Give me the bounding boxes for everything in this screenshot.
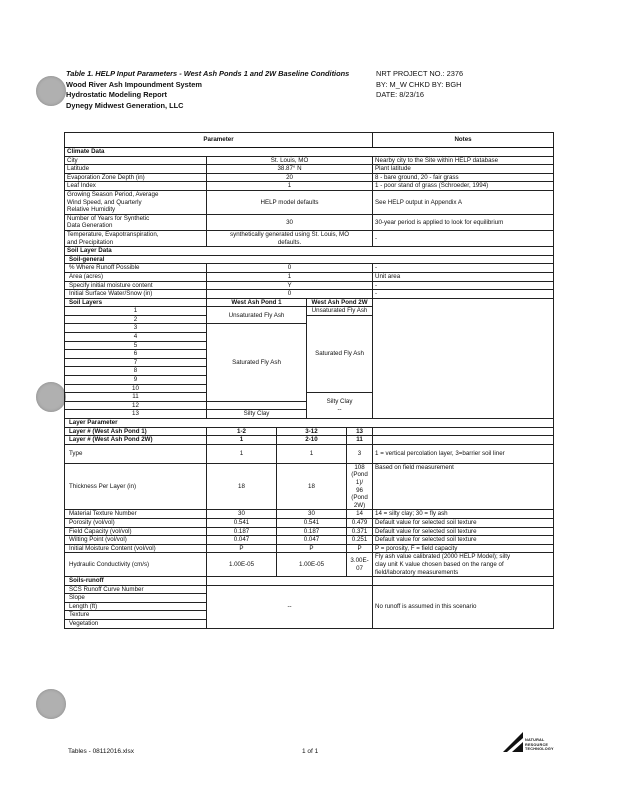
param-value [207,577,373,586]
param-note [373,436,554,445]
param-note: - [373,281,554,290]
pond1-clay: Silty Clay [207,410,307,419]
note-line: Fly ash value calibrated (2000 HELP Model); silty [375,553,511,561]
logo-mark-icon [503,730,525,754]
param-note: - [373,290,554,299]
layer-number: 9 [65,376,207,385]
runoff-label: Texture [65,611,207,620]
value-a: 30 [207,510,277,519]
project-number: NRT PROJECT NO.: 2376 [376,69,464,78]
binder-hole [36,76,66,106]
value-line: defaults. [277,238,302,246]
value-b: P [277,544,347,553]
value-b: 1 [277,444,347,463]
param-value: 38.87° N [207,165,373,174]
pond1-header: West Ash Pond 1 [207,298,307,307]
param-label: Layer # (West Ash Pond 1) [65,427,207,436]
param-value: Y [207,281,373,290]
runoff-label: SCS Runoff Curve Number [65,585,207,594]
value-b: 30 [277,510,347,519]
label-line: Temperature, Evapotranspiration, [67,230,159,238]
param-label: Thickness Per Layer (in) [65,463,207,510]
param-value [207,230,373,246]
pond1-saturated: Saturated Fly Ash [207,324,307,401]
layer-number: 11 [65,393,207,402]
param-label: Porosity (vol/vol) [65,518,207,527]
param-label [65,190,207,214]
param-label: Initial Surface Water/Snow (in) [65,290,207,299]
value-b: 0.187 [277,527,347,536]
layer-number: 12 [65,401,207,410]
param-label [65,230,207,246]
value-a: 0.541 [207,518,277,527]
table-title: Table 1. HELP Input Parameters - West Ash Ponds 1 and 2W Baseline Conditions [66,69,350,78]
param-note: Default value for selected soil texture [373,518,554,527]
logo-line: RESOURCE [525,742,549,747]
notes-header: Notes [373,133,554,148]
value-c: 0.371 [347,527,373,536]
layers-notes [373,298,554,418]
header-line: Hydrostatic Modeling Report [66,90,168,99]
runoff-note: No runoff is assumed in this scenario [373,585,554,628]
binder-hole [36,382,66,412]
param-label: Hydraulic Conductivity (cm/s) [65,553,207,577]
param-note: Plant latitude [373,165,554,174]
clay-label: Silty Clay [326,398,353,406]
param-value: 0 [207,290,373,299]
value-b: 3-12 [277,427,347,436]
value-b: 1.00E-05 [277,553,347,577]
param-label: % Where Runoff Possible [65,264,207,273]
param-value: 30 [207,214,373,230]
section-runoff: Soils-runoff [65,577,207,586]
value-c: 13 [347,427,373,436]
help-input-table [64,132,554,629]
param-note: Default value for selected soil texture [373,527,554,536]
value-c: 11 [347,436,373,445]
binder-hole [36,689,66,719]
section-climate: Climate Data [65,148,554,157]
date: DATE: 8/23/16 [376,90,424,99]
label-line: Wind Speed, and Quarterly [67,198,142,206]
param-value: 20 [207,173,373,182]
param-note: Nearby city to the Site within HELP database [373,156,554,165]
value-a: 18 [207,463,277,510]
param-note: Based on field measurement [373,463,554,510]
param-value: HELP model defaults [207,190,373,214]
param-label: Initial Moisture Content (vol/vol) [65,544,207,553]
layer-number: 8 [65,367,207,376]
header-line: Wood River Ash Impoundment System [66,79,202,89]
param-label: Area (acres) [65,272,207,281]
value-a: 1-2 [207,427,277,436]
label-line: Growing Season Period, Average [67,190,159,198]
layer-number: 1 [65,307,207,316]
param-value: 1 [207,182,373,191]
param-label: City [65,156,207,165]
value-c: 3.00E-07 [347,553,373,577]
param-label: Evaporation Zone Depth (in) [65,173,207,182]
note-line: clay unit K value chosen based on the range of [375,560,504,568]
param-note: - [373,230,554,246]
value-a: 1.00E-05 [207,553,277,577]
param-label: Leaf Index [65,182,207,191]
pond2w-header: West Ash Pond 2W [307,298,373,307]
soil-layers-label: Soil Layers [65,298,207,307]
layer-number: 13 [65,410,207,419]
value-line: synthetically generated using St. Louis, MO [230,230,350,238]
layer-number: 4 [65,333,207,342]
value-a: 1 [207,436,277,445]
layer-number: 5 [65,341,207,350]
param-value: 1 [207,272,373,281]
value-c: 14 [347,510,373,519]
param-label: Material Texture Number [65,510,207,519]
pond2w-unsaturated: Unsaturated Fly Ash [307,307,373,316]
runoff-label: Slope [65,594,207,603]
param-label: Layer # (West Ash Pond 2W) [65,436,207,445]
param-note: 30-year period is applied to look for equilibrium [373,214,554,230]
document-header [66,69,349,111]
param-note: See HELP output in Appendix A [373,190,554,214]
param-note: Default value for selected soil texture [373,536,554,545]
layer-number: 6 [65,350,207,359]
value-a: 1 [207,444,277,463]
checked-by: BY: M_W CHKD BY: BGH [376,79,462,89]
runoff-value: -- [207,585,373,628]
section-soil: Soil Layer Data [65,247,554,256]
param-note: 8 - bare ground, 20 - fair grass [373,173,554,182]
param-label [65,214,207,230]
company-logo [503,730,554,759]
header-line: Dynegy Midwest Generation, LLC [66,100,184,110]
layer-number: 7 [65,358,207,367]
section-layer-parameter: Layer Parameter [65,419,554,428]
param-note [373,553,554,577]
value-c: 3 [347,444,373,463]
param-note: Unit area [373,272,554,281]
param-label: Latitude [65,165,207,174]
value-c: P [347,544,373,553]
value-b: 0.541 [277,518,347,527]
note-line: field/laboratory measurements [375,568,459,576]
param-value: 0 [207,264,373,273]
value-a: P [207,544,277,553]
value-c [347,463,373,510]
logo-line: NATURAL [525,738,545,742]
value-b: 2-10 [277,436,347,445]
param-label: Specify initial moisture content [65,281,207,290]
layer-number: 10 [65,384,207,393]
label-line: and Precipitation [67,238,114,246]
parameter-header: Parameter [65,133,373,148]
value-c: 0.251 [347,536,373,545]
value-line: 108 (Pond 1)/ [351,463,368,486]
param-note: P = porosity, F = field capacity [373,544,554,553]
value-b: 18 [277,463,347,510]
logo-line: TECHNOLOGY [525,747,554,752]
param-note: 1 - poor stand of grass (Schroeder, 1994) [373,182,554,191]
param-note: 1 = vertical percolation layer, 3=barrier soil liner [373,444,554,463]
pond1-unsaturated: Unsaturated Fly Ash [207,307,307,324]
runoff-label: Length (ft) [65,602,207,611]
label-line: Data Generation [67,222,113,230]
param-note: - [373,264,554,273]
value-a: 0.187 [207,527,277,536]
param-note: 14 = silty clay; 30 = fly ash [373,510,554,519]
param-label: Field Capacity (vol/vol) [65,527,207,536]
footer-page: 1 of 1 [302,748,319,755]
value-a: 0.047 [207,536,277,545]
param-label: Type [65,444,207,463]
value-line: 96 (Pond 2W) [351,486,368,509]
footer-filename: Tables - 08112016.xlsx [68,748,135,755]
param-label: Wilting Point (vol/vol) [65,536,207,545]
subsection-general: Soil-general [65,255,554,264]
runoff-label: Vegetation [65,620,207,629]
clay-dash: -- [337,405,342,413]
pond2w-clay [307,393,373,419]
label-line: Relative Humidity [67,206,116,214]
value-b: 0.047 [277,536,347,545]
value-c: 0.479 [347,518,373,527]
project-info [376,69,463,101]
pond2w-saturated: Saturated Fly Ash [307,315,373,392]
param-value: St. Louis, MO [207,156,373,165]
param-note [373,577,554,586]
logo-text [525,738,554,752]
layer-number: 3 [65,324,207,333]
layer-number: 2 [65,315,207,324]
param-note [373,427,554,436]
label-line: Number of Years for Synthetic [67,214,150,222]
